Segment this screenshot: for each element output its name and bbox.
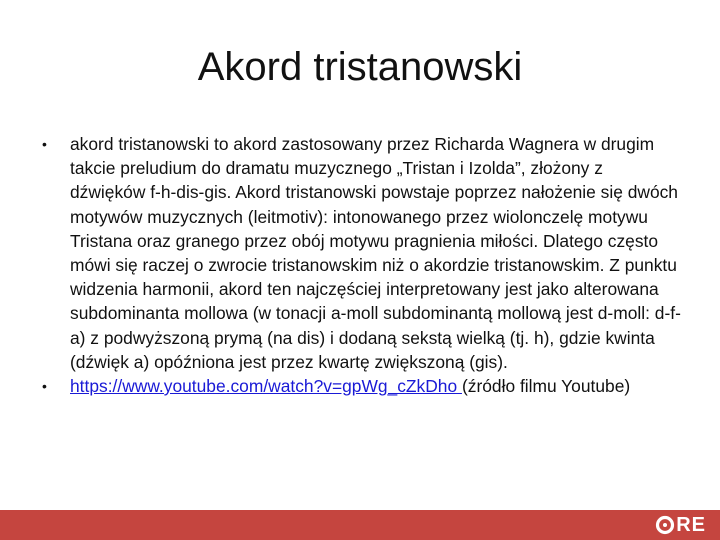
bullet-item [42,132,682,374]
youtube-link[interactable]: https://www.youtube.com/watch?v=gpWg_cZkDho [70,376,462,397]
footer-bar [0,510,720,540]
bullet-dot: • [42,136,47,152]
bullet-text: akord tristanowski to akord zastosowany przez Richarda Wagnera w drugim takcie preludium do dramatu muzycznego „Tristan i Izolda”, złożony z dźwięków f-h-dis-gis. Akord tristanowski powstaje poprzez nałożenie się dwóch motywów muzycznych (leitmotiv): intonowanego przez wiolonczelę motywu Tristana oraz granego przez obój motywu pragnienia miłości. Dlatego często mówi się raczej o zwrocie tristanowskim niż o akordzie tristanowskim. Z punktu widzenia harmonii, akord ten najczęściej interpretowany jest jako alterowana subdominanta mollowa (w tonacji a-moll subdominantą mollową jest d-moll: d-f-a) z podwyższoną prymą (na dis) i dodaną sekstą wielką (tj. h), gdzie kwinta (dźwięk a) opóźniona jest przez kwartę zwiększoną (gis). [70,134,681,372]
ore-logo-mark-icon [655,515,675,535]
source-note: (źródło filmu Youtube) [461,376,631,397]
slide-title: Akord tristanowski [197,45,523,89]
ore-logo [655,513,706,537]
bullet-list [42,132,682,398]
bullet-item [42,374,682,398]
ore-logo-text: RE [676,513,706,536]
bullet-dot: • [42,378,47,395]
